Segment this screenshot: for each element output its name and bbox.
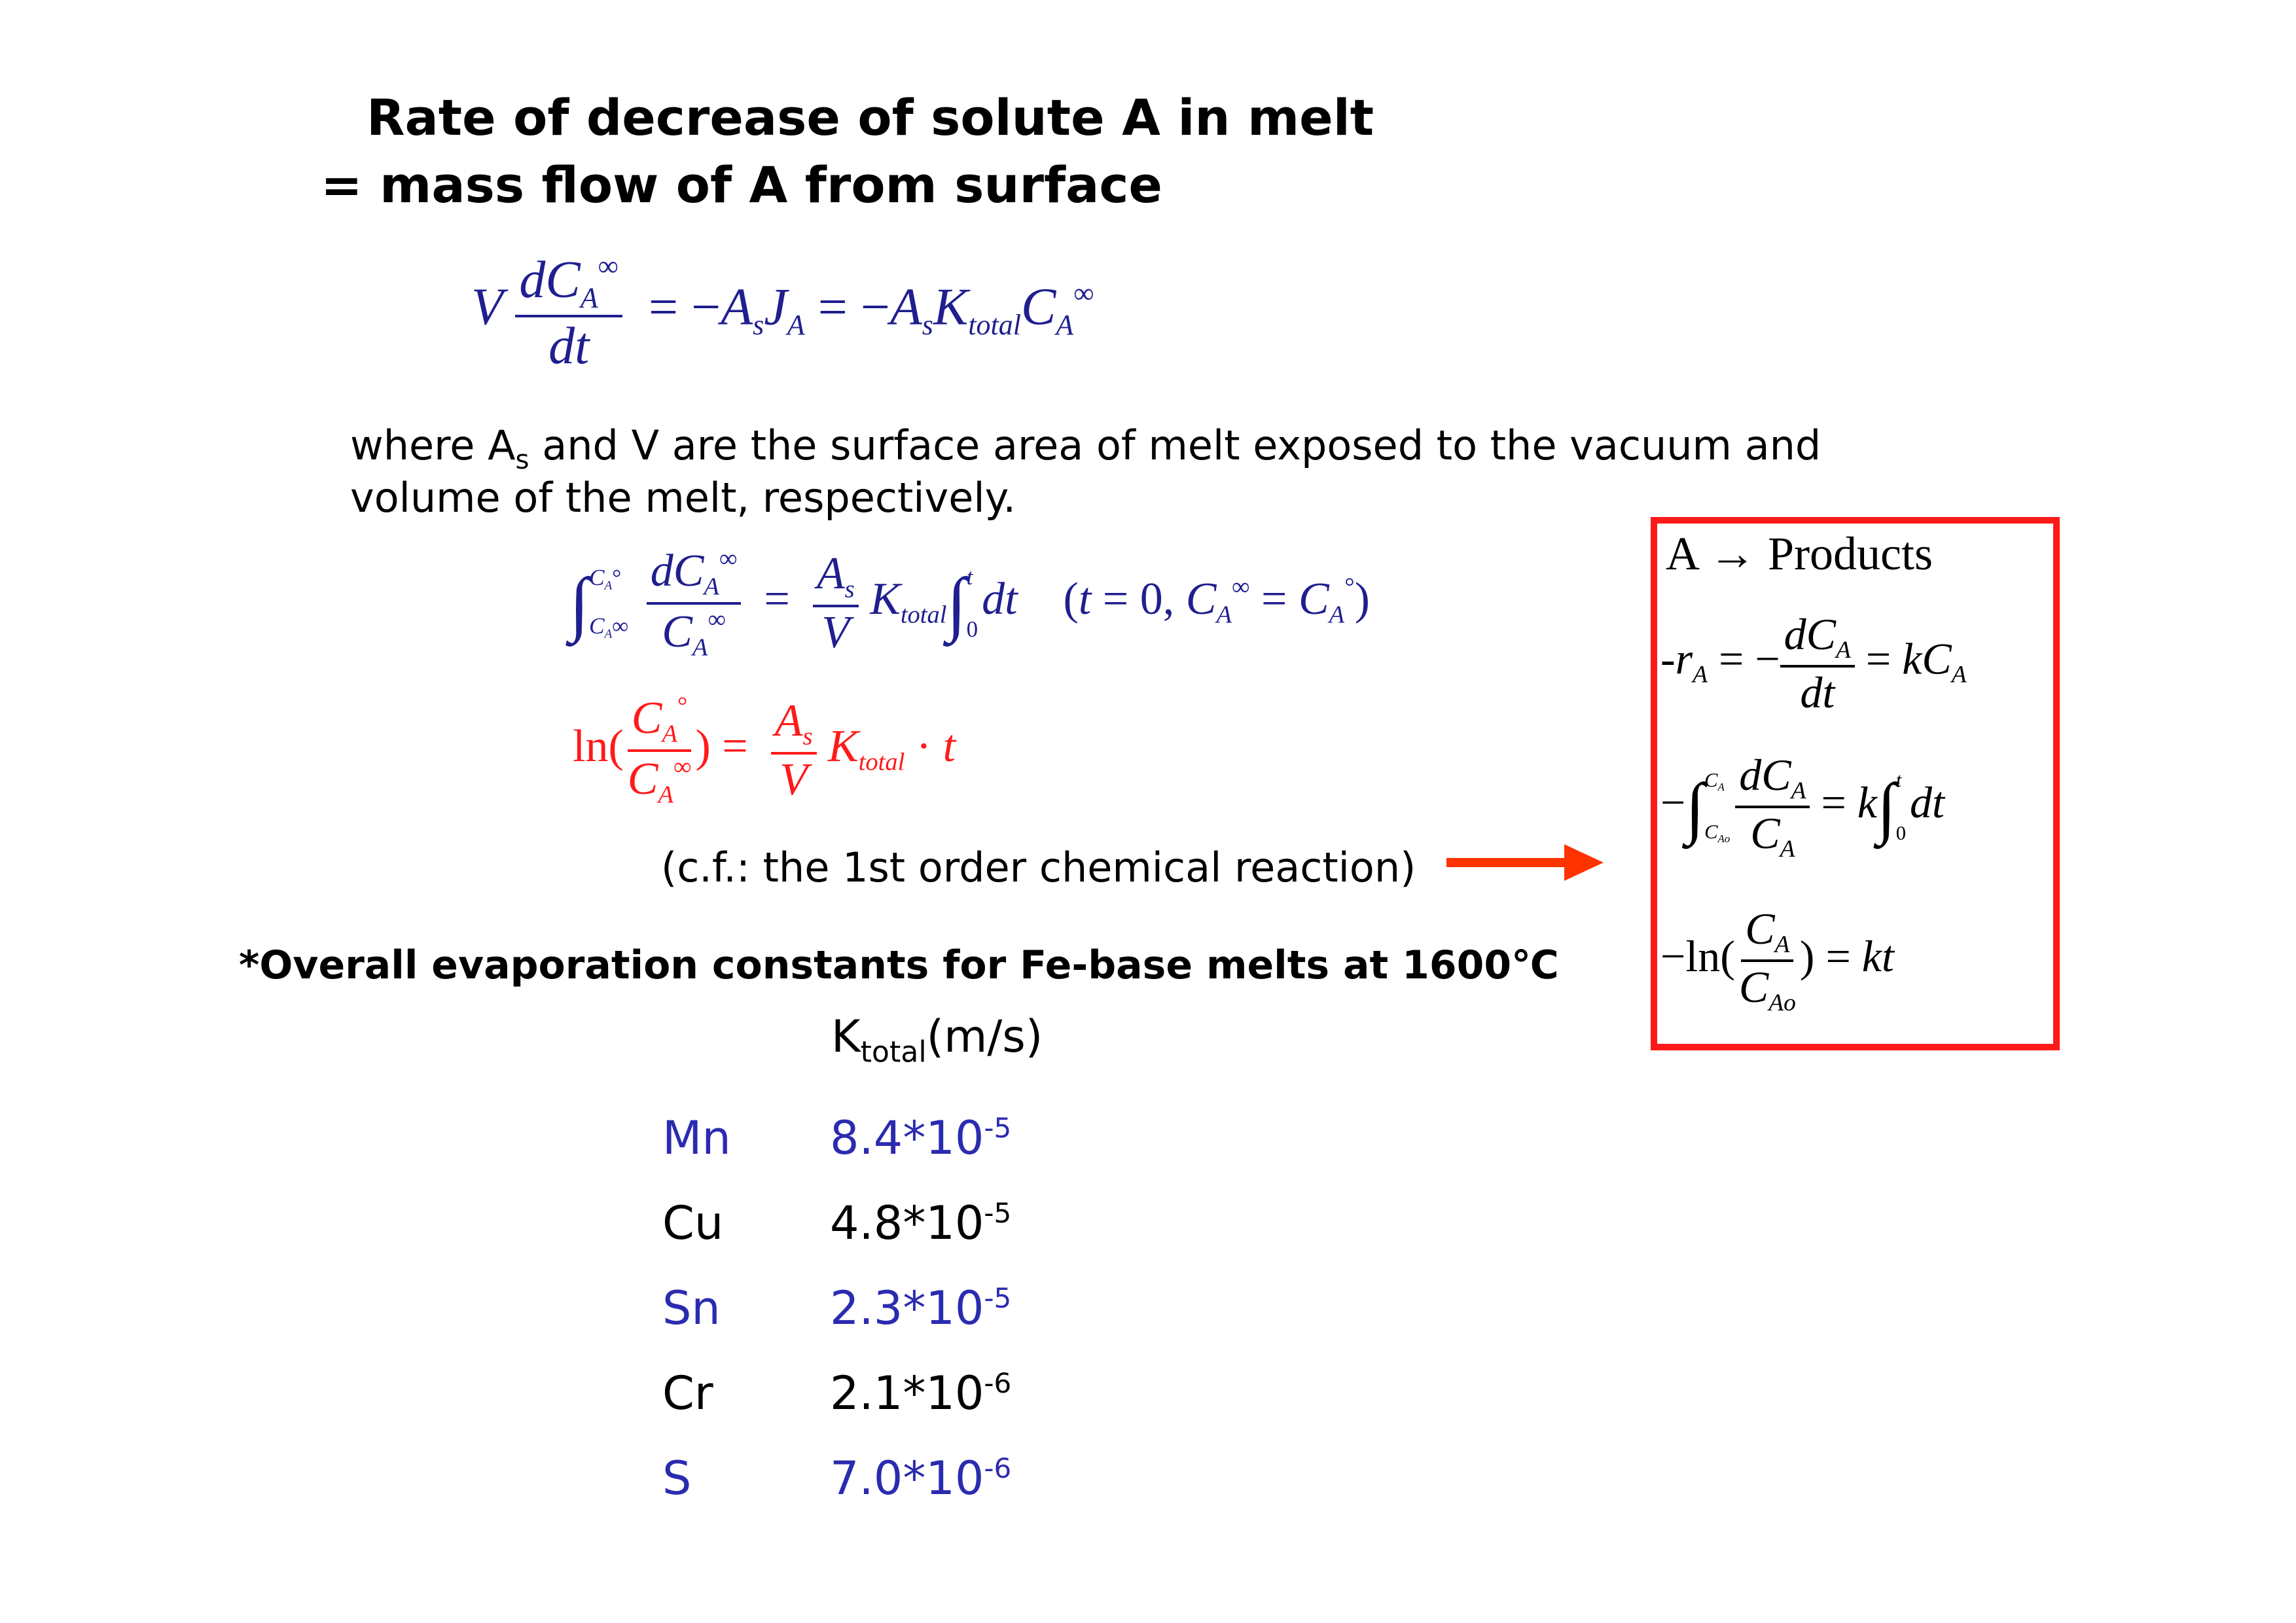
table-header-k-total: $K_{total}(m/s)$: [831, 1011, 1043, 1069]
table-row-element: Sn: [662, 1281, 721, 1335]
table-row-value: $2.3*10^{-5}$: [830, 1281, 1012, 1335]
arrow-right-icon: [1446, 843, 1604, 882]
table-row-value: $4.8*10^{-5}$: [830, 1196, 1012, 1250]
heading-line-2: = mass flow of A from surface: [321, 156, 1162, 214]
table-row-value: $8.4*10^{-5}$: [830, 1111, 1012, 1165]
table-row-element: Mn: [662, 1111, 731, 1165]
table-row-element: Cu: [662, 1196, 724, 1250]
table-row-element: S: [662, 1452, 692, 1505]
table-row-element: Cr: [662, 1366, 713, 1420]
box-rate-equation: $-r_A$ = − $\frac{dC_A}{dt}$ = $kC_A$: [1660, 609, 1967, 718]
box-integral-equation: −∫ $C_A$ $C_{Ao}$ $\frac{dC_A}{C_A}$ = k∫ t 0 dt: [1660, 750, 1945, 863]
equation-integral: ∫ $C_A^\circ$ $C_A\infty$ $\frac{dC_A^\infty}{C_A^\infty}$ = $\frac{A_s}{V}$ $K_{total}\int$ t 0 dt (t = 0, $C_A^\infty = C_A^\circ$): [569, 545, 1370, 662]
comparison-note: (c.f.: the 1st order chemical reaction): [661, 844, 1416, 891]
box-title: A → Products: [1666, 527, 1933, 580]
equation-log-solution: ln( $\frac{C_A^\circ}{C_A^\infty}$ ) = $\frac{A_s}{V}$ $K_{total} \cdot t$: [573, 692, 956, 809]
table-row-value: $2.1*10^{-6}$: [830, 1366, 1012, 1420]
table-row-value: $7.0*10^{-6}$: [830, 1452, 1012, 1505]
table-caption: *Overall evaporation constants for Fe-base melts at 1600℃: [239, 942, 1559, 988]
box-log-equation: −ln( $\frac{C_A}{C_{Ao}}$ ) = kt: [1660, 904, 1894, 1017]
explanation-line-2: volume of the melt, respectively.: [350, 474, 1016, 522]
explanation-line-1: where $A_s$ and V are the surface area of melt exposed to the vacuum and: [350, 421, 1821, 476]
heading-line-1: Rate of decrease of solute A in melt: [367, 88, 1374, 147]
equation-mass-balance: V $\frac{dC_A^\infty}{dt}$ = $-A_sJ_A = -A_sK_{total}C_A^\infty$: [471, 250, 1094, 376]
